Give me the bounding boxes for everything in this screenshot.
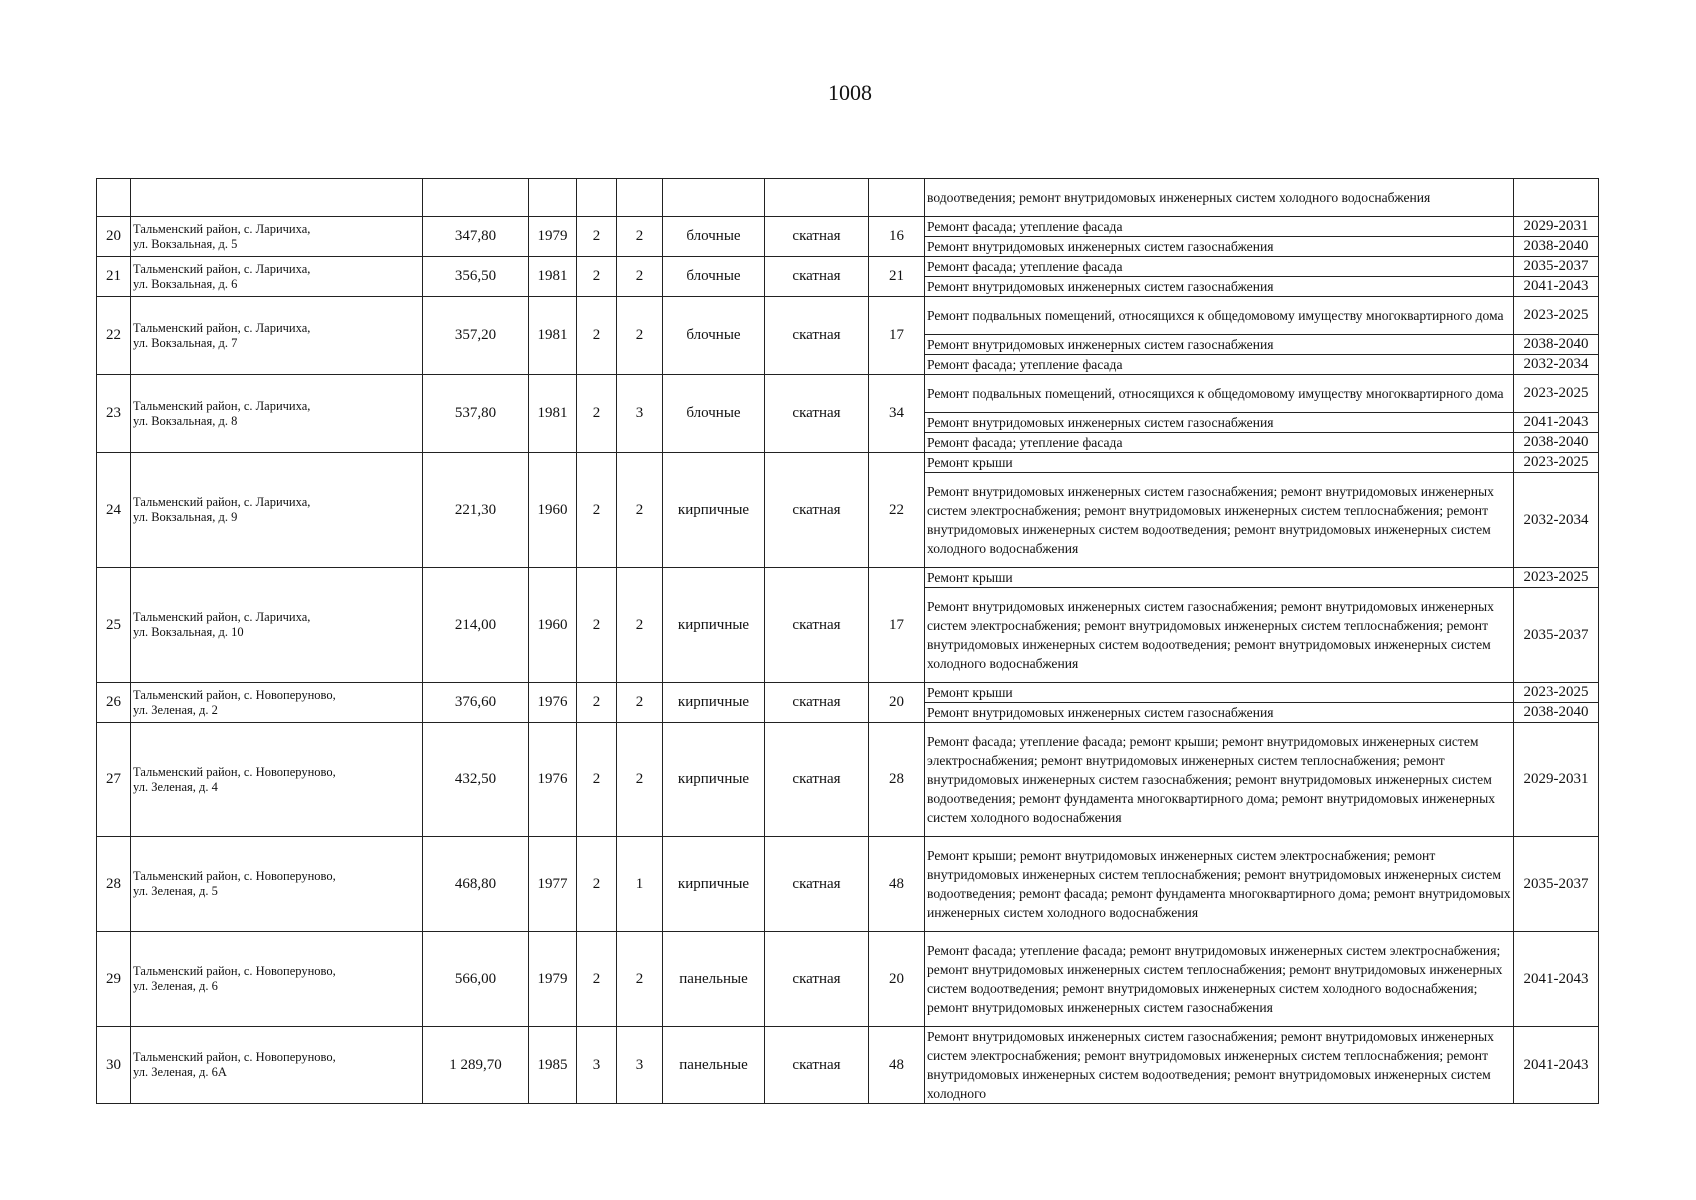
address-cell [131, 375, 423, 453]
area-cell: 537,80 [423, 375, 529, 453]
row-number: 28 [97, 837, 131, 932]
wall-material-cell: блочные [663, 375, 765, 453]
wall-material-cell: блочные [663, 217, 765, 257]
work-description: Ремонт крыши [925, 683, 1514, 703]
row-number: 20 [97, 217, 131, 257]
address-cell [131, 217, 423, 257]
address-cell [131, 297, 423, 375]
work-description: Ремонт фасада; утепление фасада [925, 355, 1514, 375]
table-row [97, 297, 1599, 335]
address-line: ул. Зеленая, д. 2 [133, 702, 218, 717]
residents-cell: 16 [869, 217, 925, 257]
floors-cell: 2 [577, 257, 617, 297]
year-cell: 1960 [529, 568, 577, 683]
address-cell [131, 1027, 423, 1104]
work-description: Ремонт внутридомовых инженерных систем газоснабжения; ремонт внутридомовых инженерных систем электроснабжения; ремонт внутридомовых инженерных систем теплоснабжения; ремонт внутридомовых инженерных систем водоотведения; ремонт внутридомовых инженерных систем холодного водоснабжения [925, 588, 1514, 683]
year-cell: 1979 [529, 932, 577, 1027]
work-description: Ремонт подвальных помещений, относящихся к общедомовому имуществу многоквартирного дома [925, 375, 1514, 413]
entrances-cell: 1 [617, 837, 663, 932]
wall-material-cell: блочные [663, 257, 765, 297]
residents-cell: 48 [869, 837, 925, 932]
entrances-cell: 2 [617, 297, 663, 375]
address-line: Тальменский район, с. Новоперуново, [133, 869, 336, 883]
area-cell: 432,50 [423, 723, 529, 837]
work-period: 2041-2043 [1514, 277, 1599, 297]
work-description: Ремонт крыши [925, 568, 1514, 588]
table-row [97, 375, 1599, 413]
address-line: ул. Зеленая, д. 4 [133, 779, 218, 794]
wall-material-cell: кирпичные [663, 683, 765, 723]
table-row [97, 932, 1599, 1027]
address-line: ул. Вокзальная, д. 8 [133, 413, 238, 428]
work-period: 2035-2037 [1514, 837, 1599, 932]
year-cell: 1960 [529, 453, 577, 568]
wall-material-cell: панельные [663, 932, 765, 1027]
address-cell [131, 257, 423, 297]
row-number: 24 [97, 453, 131, 568]
address-line: ул. Зеленая, д. 5 [133, 884, 218, 898]
year-cell: 1981 [529, 257, 577, 297]
work-description: Ремонт внутридомовых инженерных систем газоснабжения [925, 335, 1514, 355]
floors-cell: 2 [577, 297, 617, 375]
empty-cell [529, 179, 577, 217]
table-row [97, 568, 1599, 588]
floors-cell: 2 [577, 683, 617, 723]
year-cell: 1985 [529, 1027, 577, 1104]
address-line: ул. Вокзальная, д. 9 [133, 510, 238, 524]
year-cell: 1976 [529, 723, 577, 837]
row-number: 27 [97, 723, 131, 837]
work-description: Ремонт фасада; утепление фасада; ремонт крыши; ремонт внутридомовых инженерных систем электроснабжения; ремонт внутридомовых инженерных систем теплоснабжения; ремонт внутридомовых инженерных систем газоснабжения; ремонт внутридомовых инженерных систем водоотведения; ремонт фундамента многоквартирного дома; ремонт внутридомовых инженерных систем холодного водоснабжения [925, 723, 1514, 837]
floors-cell: 2 [577, 375, 617, 453]
work-description: Ремонт внутридомовых инженерных систем газоснабжения [925, 413, 1514, 433]
repair-schedule-table [96, 178, 1599, 1104]
work-period: 2023-2025 [1514, 453, 1599, 473]
work-description: Ремонт фасада; утепление фасада; ремонт внутридомовых инженерных систем электроснабжения; ремонт внутридомовых инженерных систем теплоснабжения; ремонт внутридомовых инженерных систем водоотведения; ремонт внутридомовых инженерных систем холодного водоснабжения; ремонт внутридомовых инженерных систем газоснабжения [925, 932, 1514, 1027]
work-period: 2035-2037 [1514, 588, 1599, 683]
roof-type-cell: скатная [765, 932, 869, 1027]
work-description: Ремонт фасада; утепление фасада [925, 257, 1514, 277]
wall-material-cell: кирпичные [663, 837, 765, 932]
table-row [97, 453, 1599, 473]
address-cell [131, 453, 423, 568]
empty-cell [423, 179, 529, 217]
area-cell: 357,20 [423, 297, 529, 375]
work-description: Ремонт внутридомовых инженерных систем газоснабжения [925, 703, 1514, 723]
residents-cell: 20 [869, 932, 925, 1027]
wall-material-cell: панельные [663, 1027, 765, 1104]
work-period: 2032-2034 [1514, 473, 1599, 568]
work-period: 2032-2034 [1514, 355, 1599, 375]
row-number: 29 [97, 932, 131, 1027]
area-cell: 566,00 [423, 932, 529, 1027]
empty-cell [765, 179, 869, 217]
empty-cell [663, 179, 765, 217]
entrances-cell: 2 [617, 932, 663, 1027]
address-line: Тальменский район, с. Ларичиха, [133, 495, 311, 509]
row-number: 26 [97, 683, 131, 723]
entrances-cell: 2 [617, 568, 663, 683]
work-description: Ремонт фасада; утепление фасада [925, 217, 1514, 237]
work-period: 2023-2025 [1514, 297, 1599, 335]
table-row [97, 217, 1599, 237]
row-number: 30 [97, 1027, 131, 1104]
area-cell: 221,30 [423, 453, 529, 568]
year-cell: 1977 [529, 837, 577, 932]
area-cell: 1 289,70 [423, 1027, 529, 1104]
work-description: водоотведения; ремонт внутридомовых инженерных систем холодного водоснабжения [925, 179, 1514, 217]
roof-type-cell: скатная [765, 217, 869, 257]
work-description: Ремонт подвальных помещений, относящихся к общедомовому имуществу многоквартирного дома [925, 297, 1514, 335]
roof-type-cell: скатная [765, 837, 869, 932]
wall-material-cell: кирпичные [663, 723, 765, 837]
address-line: ул. Вокзальная, д. 6 [133, 276, 238, 291]
roof-type-cell: скатная [765, 683, 869, 723]
roof-type-cell: скатная [765, 723, 869, 837]
work-period: 2041-2043 [1514, 1027, 1599, 1104]
table-row [97, 683, 1599, 703]
residents-cell: 21 [869, 257, 925, 297]
table-row [97, 257, 1599, 277]
address-line: Тальменский район, с. Ларичиха, [133, 398, 311, 413]
entrances-cell: 2 [617, 723, 663, 837]
work-period: 2029-2031 [1514, 217, 1599, 237]
row-number: 25 [97, 568, 131, 683]
area-cell: 376,60 [423, 683, 529, 723]
work-description: Ремонт крыши [925, 453, 1514, 473]
table-row-continuation [97, 179, 1599, 217]
work-description: Ремонт внутридомовых инженерных систем газоснабжения [925, 237, 1514, 257]
roof-type-cell: скатная [765, 453, 869, 568]
floors-cell: 2 [577, 568, 617, 683]
empty-cell [97, 179, 131, 217]
work-period: 2041-2043 [1514, 413, 1599, 433]
row-number: 21 [97, 257, 131, 297]
address-line: ул. Вокзальная, д. 10 [133, 625, 244, 639]
work-period: 2038-2040 [1514, 433, 1599, 453]
floors-cell: 2 [577, 837, 617, 932]
work-period: 2029-2031 [1514, 723, 1599, 837]
residents-cell: 28 [869, 723, 925, 837]
empty-cell [131, 179, 423, 217]
residents-cell: 22 [869, 453, 925, 568]
area-cell: 468,80 [423, 837, 529, 932]
entrances-cell: 2 [617, 217, 663, 257]
work-period: 2038-2040 [1514, 335, 1599, 355]
residents-cell: 20 [869, 683, 925, 723]
work-period: 2038-2040 [1514, 237, 1599, 257]
roof-type-cell: скатная [765, 1027, 869, 1104]
residents-cell: 17 [869, 568, 925, 683]
entrances-cell: 2 [617, 257, 663, 297]
address-line: Тальменский район, с. Ларичиха, [133, 610, 311, 624]
work-period: 2035-2037 [1514, 257, 1599, 277]
residents-cell: 48 [869, 1027, 925, 1104]
year-cell: 1981 [529, 375, 577, 453]
address-line: Тальменский район, с. Ларичиха, [133, 261, 311, 276]
entrances-cell: 3 [617, 1027, 663, 1104]
address-line: Тальменский район, с. Новоперуново, [133, 687, 336, 702]
work-period: 2023-2025 [1514, 375, 1599, 413]
address-line: Тальменский район, с. Ларичиха, [133, 320, 311, 335]
address-line: Тальменский район, с. Ларичиха, [133, 221, 311, 236]
floors-cell: 3 [577, 1027, 617, 1104]
roof-type-cell: скатная [765, 257, 869, 297]
area-cell: 347,80 [423, 217, 529, 257]
address-line: ул. Зеленая, д. 6 [133, 979, 218, 993]
row-number: 22 [97, 297, 131, 375]
residents-cell: 34 [869, 375, 925, 453]
wall-material-cell: кирпичные [663, 453, 765, 568]
address-cell [131, 723, 423, 837]
address-cell [131, 932, 423, 1027]
row-number: 23 [97, 375, 131, 453]
entrances-cell: 2 [617, 453, 663, 568]
area-cell: 356,50 [423, 257, 529, 297]
empty-cell [577, 179, 617, 217]
address-line: Тальменский район, с. Новоперуново, [133, 1050, 336, 1064]
empty-cell [869, 179, 925, 217]
entrances-cell: 3 [617, 375, 663, 453]
floors-cell: 2 [577, 217, 617, 257]
roof-type-cell: скатная [765, 297, 869, 375]
year-cell: 1981 [529, 297, 577, 375]
address-cell [131, 683, 423, 723]
year-cell: 1979 [529, 217, 577, 257]
work-period: 2023-2025 [1514, 568, 1599, 588]
table-row [97, 723, 1599, 837]
work-description: Ремонт крыши; ремонт внутридомовых инженерных систем электроснабжения; ремонт внутридомовых инженерных систем теплоснабжения; ремонт внутридомовых инженерных систем водоотведения; ремонт фасада; ремонт фундамента многоквартирного дома; ремонт внутридомовых инженерных систем холодного водоснабжения [925, 837, 1514, 932]
work-period: 2023-2025 [1514, 683, 1599, 703]
table-row [97, 1027, 1599, 1104]
address-line: ул. Вокзальная, д. 5 [133, 236, 238, 251]
address-line: ул. Вокзальная, д. 7 [133, 335, 238, 350]
area-cell: 214,00 [423, 568, 529, 683]
year-cell: 1976 [529, 683, 577, 723]
entrances-cell: 2 [617, 683, 663, 723]
address-cell [131, 837, 423, 932]
work-description: Ремонт внутридомовых инженерных систем газоснабжения; ремонт внутридомовых инженерных систем электроснабжения; ремонт внутридомовых инженерных систем теплоснабжения; ремонт внутридомовых инженерных систем водоотведения; ремонт внутридомовых инженерных систем холодного [925, 1027, 1514, 1104]
empty-cell [617, 179, 663, 217]
empty-cell [1514, 179, 1599, 217]
roof-type-cell: скатная [765, 375, 869, 453]
address-line: Тальменский район, с. Новоперуново, [133, 964, 336, 978]
residents-cell: 17 [869, 297, 925, 375]
address-cell [131, 568, 423, 683]
work-description: Ремонт внутридомовых инженерных систем газоснабжения; ремонт внутридомовых инженерных систем электроснабжения; ремонт внутридомовых инженерных систем теплоснабжения; ремонт внутридомовых инженерных систем водоотведения; ремонт внутридомовых инженерных систем холодного водоснабжения [925, 473, 1514, 568]
wall-material-cell: блочные [663, 297, 765, 375]
work-description: Ремонт внутридомовых инженерных систем газоснабжения [925, 277, 1514, 297]
table-row [97, 837, 1599, 932]
work-period: 2038-2040 [1514, 703, 1599, 723]
work-description: Ремонт фасада; утепление фасада [925, 433, 1514, 453]
roof-type-cell: скатная [765, 568, 869, 683]
page-number: 1008 [828, 80, 872, 105]
floors-cell: 2 [577, 932, 617, 1027]
floors-cell: 2 [577, 453, 617, 568]
work-period: 2041-2043 [1514, 932, 1599, 1027]
floors-cell: 2 [577, 723, 617, 837]
table-body [97, 179, 1599, 1104]
address-line: Тальменский район, с. Новоперуново, [133, 764, 336, 779]
wall-material-cell: кирпичные [663, 568, 765, 683]
address-line: ул. Зеленая, д. 6А [133, 1065, 227, 1079]
